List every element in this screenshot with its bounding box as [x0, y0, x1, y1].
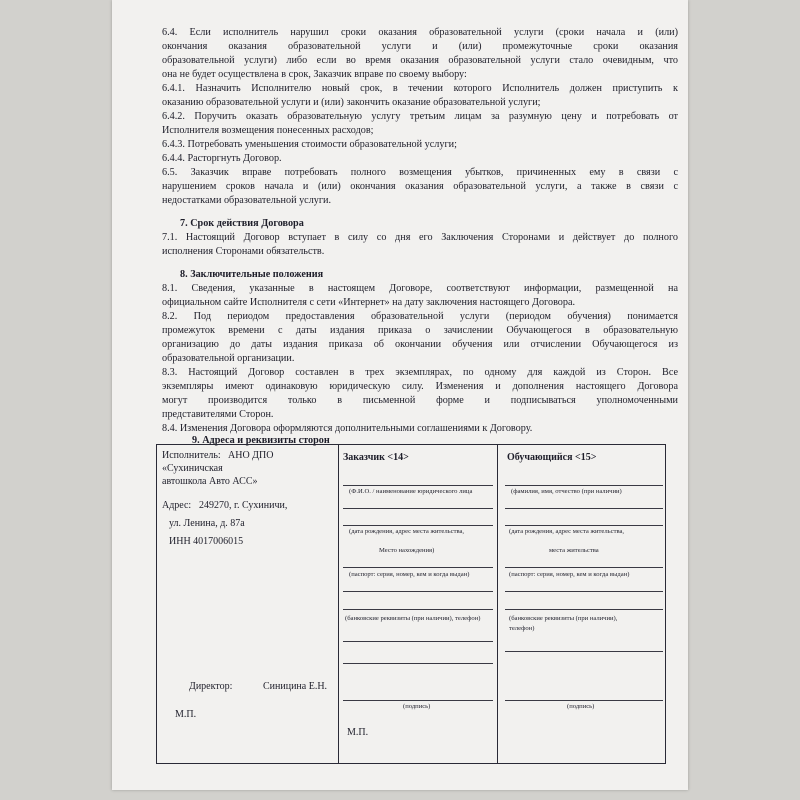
clause-text-line: недостатками образовательной услуги.: [162, 195, 332, 206]
student-sign-caption: (подпись): [567, 703, 595, 710]
executor-org: АНО ДПО: [228, 450, 274, 461]
executor-label: Исполнитель:: [162, 450, 221, 461]
clause-text-line: представителями Сторон.: [162, 409, 274, 420]
customer-birth-caption: (дата рождения, адрес места жительства,: [349, 528, 465, 535]
customer-sign-caption: (подпись): [403, 703, 431, 710]
clause-text-line: экземпляры имеют одинаковую юридическую силу. Изменения и дополнения настоящего Договора: [162, 381, 678, 392]
clause-8-2: 8.2. Под периодом предоставления образовательной услуги (периодом обучения) понимается: [162, 311, 678, 322]
section-9-heading: 9. Адреса и реквизиты сторон: [192, 435, 330, 446]
student-bank-caption: телефон): [509, 625, 535, 632]
customer-field-line: [343, 591, 493, 592]
student-passport-caption: (паспорт: серия, номер, кем и когда выдан): [509, 571, 630, 578]
executor-stamp: М.П.: [175, 709, 197, 720]
executor-address: ул. Ленина, д. 87а: [169, 518, 245, 529]
student-title: Обучающийся <15>: [507, 452, 597, 463]
section-8-heading: 8. Заключительные положения: [180, 269, 324, 280]
customer-passport-field: [343, 567, 493, 568]
clause-text-line: образовательной услуги) либо если во время оказания образовательной услуги стало очевидным, что: [162, 55, 678, 66]
clause-text-line: организацию до даты издания приказа об окончании обучения или отчислении Обучающегося из: [162, 339, 678, 350]
clause-text-line: Исполнителя возмещения понесенных расходов;: [162, 125, 374, 136]
executor-inn: ИНН 4017006015: [169, 536, 244, 547]
clause-8-4: 8.4. Изменения Договора оформляются дополнительными соглашениями к Договору.: [162, 423, 533, 434]
customer-bank-caption: (банковские реквизиты (при наличии), телефон): [345, 615, 481, 622]
clause-text-line: нарушением сроков начала и (или) окончания оказания образовательной услуги, а также в связи с: [162, 181, 678, 192]
clause-6-5: 6.5. Заказчик вправе потребовать полного возмещения убытков, причиненных ему в связи с: [162, 167, 678, 178]
clause-6-4-3: 6.4.3. Потребовать уменьшения стоимости образовательной услуги;: [162, 139, 457, 150]
clause-6-4: 6.4. Если исполнитель нарушил сроки оказания образовательной услуги (сроки начала и (или): [162, 27, 678, 38]
clause-text-line: оказанию образовательной услуги и (или) закончить оказание образовательной услуги;: [162, 97, 541, 108]
customer-name-caption: (Ф.И.О. / наименование юридического лица: [349, 488, 473, 495]
clause-text-line: она не будет осуществлена в срок, Заказчик вправе по своему выбору:: [162, 69, 467, 80]
director-name: Синицина Е.Н.: [263, 681, 328, 692]
clause-text-line: могут производится только в письменной форме и подписываться уполномоченными: [162, 395, 678, 406]
clause-8-3: 8.3. Настоящий Договор составлен в трех экземплярах, по одному для каждой из Сторон. Все: [162, 367, 678, 378]
clause-text-line: исполнения Сторонами обязательств.: [162, 246, 325, 257]
student-name-field: [505, 485, 663, 486]
requisites-table: [156, 444, 666, 764]
clause-6-4-1: 6.4.1. Назначить Исполнителю новый срок, в течении которого Исполнитель должен приступить к: [162, 83, 678, 94]
student-field-line: [505, 591, 663, 592]
clause-text-line: официальном сайте Исполнителя с сети «Интернет» на дату заключения настоящего Договора.: [162, 297, 576, 308]
customer-name-field: [343, 485, 493, 486]
clause-text-line: промежуток времени с даты издания приказа о зачислении Обучающегося в образовательную: [162, 325, 678, 336]
clause-6-4-2: 6.4.2. Поручить оказать образовательную услугу третьим лицам за разумную цену и потребовать от: [162, 111, 678, 122]
customer-signature-field: [343, 700, 493, 701]
student-bank-caption: (банковские реквизиты (при наличии),: [509, 615, 618, 622]
student-birth-caption: (дата рождения, адрес места жительства,: [509, 528, 625, 535]
executor-address: 249270, г. Сухиничи,: [199, 500, 288, 511]
executor-address-label: Адрес:: [162, 500, 192, 511]
customer-passport-caption: (паспорт: серия, номер, кем и когда выдан): [349, 571, 470, 578]
student-field-line: [505, 651, 663, 652]
student-passport-field: [505, 567, 663, 568]
director-label: Директор:: [189, 681, 233, 692]
customer-field-line: [343, 641, 493, 642]
clause-7-1: 7.1. Настоящий Договор вступает в силу со дня его Заключения Сторонами и действует до полного: [162, 232, 678, 243]
executor-org: автошкола Авто АСС»: [162, 476, 258, 487]
column-divider: [497, 445, 498, 763]
student-location-caption: места жительства: [549, 547, 599, 554]
executor-org: «Сухиничская: [162, 463, 223, 474]
customer-bank-field: [343, 609, 493, 610]
customer-field-line: [343, 508, 493, 509]
student-bank-field: [505, 609, 663, 610]
customer-title: Заказчик <14>: [343, 452, 409, 463]
customer-stamp: М.П.: [347, 727, 369, 738]
student-field-line: [505, 508, 663, 509]
student-birth-field: [505, 525, 663, 526]
student-name-caption: (фамилия, имя, отчество (при наличии): [511, 488, 622, 495]
customer-location-caption: Место нахождения): [379, 547, 435, 554]
clause-text-line: образовательной организации.: [162, 353, 295, 364]
clause-6-4-4: 6.4.4. Расторгнуть Договор.: [162, 153, 282, 164]
customer-birth-field: [343, 525, 493, 526]
customer-field-line: [343, 663, 493, 664]
clause-8-1: 8.1. Сведения, указанные в настоящем Договоре, соответствуют информации, размещенной на: [162, 283, 678, 294]
column-divider: [338, 445, 339, 763]
clause-text-line: окончания оказания образовательной услуги и (или) промежуточные сроки оказания: [162, 41, 678, 52]
student-signature-field: [505, 700, 663, 701]
section-7-heading: 7. Срок действия Договора: [180, 218, 304, 229]
